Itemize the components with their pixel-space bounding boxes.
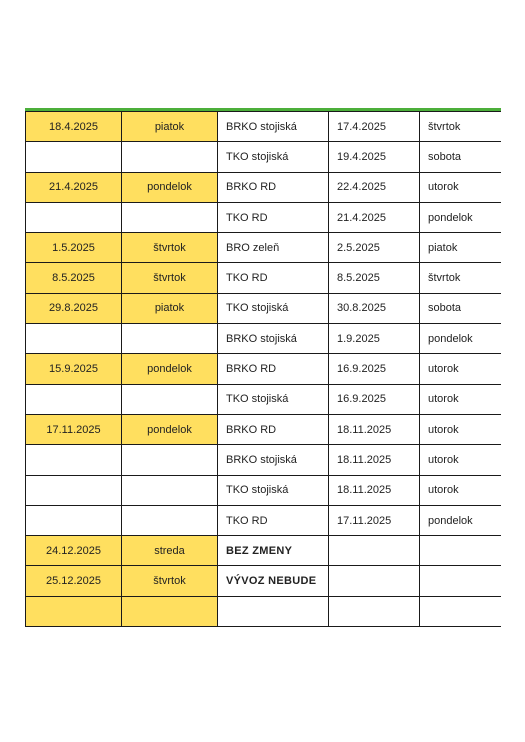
- original-date-cell: 21.4.2025: [26, 172, 122, 202]
- waste-type-cell: TKO RD: [218, 505, 329, 535]
- new-day-cell: sobota: [420, 293, 502, 323]
- original-day-cell: pondelok: [122, 172, 218, 202]
- original-day-cell: [122, 324, 218, 354]
- original-date-cell: [26, 384, 122, 414]
- table-row: [26, 202, 502, 232]
- original-day-cell: [122, 596, 218, 626]
- original-day-cell: štvrtok: [122, 263, 218, 293]
- original-date-cell: 15.9.2025: [26, 354, 122, 384]
- original-day-cell: [122, 202, 218, 232]
- table-row: [26, 354, 502, 384]
- waste-type-cell: TKO RD: [218, 263, 329, 293]
- new-day-cell: utorok: [420, 172, 502, 202]
- waste-type-cell: BRKO stojiská: [218, 112, 329, 142]
- original-day-cell: pondelok: [122, 354, 218, 384]
- new-date-cell: 18.11.2025: [329, 475, 420, 505]
- original-date-cell: [26, 445, 122, 475]
- table-row: [26, 263, 502, 293]
- original-date-cell: [26, 202, 122, 232]
- new-date-cell: [329, 596, 420, 626]
- waste-type-cell: BRKO stojiská: [218, 445, 329, 475]
- new-day-cell: [420, 536, 502, 566]
- original-day-cell: [122, 505, 218, 535]
- waste-type-cell: TKO stojiská: [218, 142, 329, 172]
- table-row: [26, 233, 502, 263]
- waste-type-cell: BRKO RD: [218, 414, 329, 444]
- waste-type-cell: TKO stojiská: [218, 384, 329, 414]
- new-day-cell: piatok: [420, 233, 502, 263]
- original-date-cell: [26, 596, 122, 626]
- original-day-cell: [122, 142, 218, 172]
- original-date-cell: 25.12.2025: [26, 566, 122, 596]
- table-row: [26, 384, 502, 414]
- new-date-cell: 17.4.2025: [329, 112, 420, 142]
- new-day-cell: utorok: [420, 475, 502, 505]
- new-date-cell: 17.11.2025: [329, 505, 420, 535]
- new-day-cell: utorok: [420, 414, 502, 444]
- waste-type-cell: BRKO stojiská: [218, 324, 329, 354]
- new-date-cell: [329, 566, 420, 596]
- table-row: [26, 596, 502, 626]
- table-row: [26, 536, 502, 566]
- table-row: [26, 414, 502, 444]
- original-day-cell: streda: [122, 536, 218, 566]
- new-day-cell: utorok: [420, 445, 502, 475]
- new-day-cell: štvrtok: [420, 263, 502, 293]
- original-day-cell: [122, 475, 218, 505]
- new-date-cell: 30.8.2025: [329, 293, 420, 323]
- original-date-cell: [26, 505, 122, 535]
- new-date-cell: 18.11.2025: [329, 414, 420, 444]
- new-date-cell: 8.5.2025: [329, 263, 420, 293]
- waste-type-cell: TKO RD: [218, 202, 329, 232]
- new-date-cell: 2.5.2025: [329, 233, 420, 263]
- new-date-cell: 16.9.2025: [329, 354, 420, 384]
- original-date-cell: 24.12.2025: [26, 536, 122, 566]
- new-date-cell: 19.4.2025: [329, 142, 420, 172]
- new-date-cell: 22.4.2025: [329, 172, 420, 202]
- original-date-cell: 17.11.2025: [26, 414, 122, 444]
- original-day-cell: [122, 384, 218, 414]
- new-date-cell: 16.9.2025: [329, 384, 420, 414]
- original-date-cell: [26, 475, 122, 505]
- original-day-cell: [122, 445, 218, 475]
- table-row: [26, 475, 502, 505]
- waste-type-cell: BRKO RD: [218, 354, 329, 384]
- original-date-cell: 18.4.2025: [26, 112, 122, 142]
- original-date-cell: 29.8.2025: [26, 293, 122, 323]
- new-day-cell: pondelok: [420, 324, 502, 354]
- new-day-cell: utorok: [420, 354, 502, 384]
- waste-type-cell: [218, 596, 329, 626]
- waste-type-cell: VÝVOZ NEBUDE: [218, 566, 329, 596]
- waste-type-cell: BRKO RD: [218, 172, 329, 202]
- new-day-cell: pondelok: [420, 202, 502, 232]
- new-day-cell: pondelok: [420, 505, 502, 535]
- new-date-cell: 1.9.2025: [329, 324, 420, 354]
- original-date-cell: 1.5.2025: [26, 233, 122, 263]
- waste-type-cell: BRO zeleň: [218, 233, 329, 263]
- original-date-cell: [26, 324, 122, 354]
- table-row: [26, 293, 502, 323]
- waste-type-cell: BEZ ZMENY: [218, 536, 329, 566]
- collection-schedule-table: [25, 111, 501, 627]
- original-date-cell: 8.5.2025: [26, 263, 122, 293]
- original-day-cell: piatok: [122, 293, 218, 323]
- table-row: [26, 142, 502, 172]
- table-row: [26, 566, 502, 596]
- new-date-cell: [329, 536, 420, 566]
- table-row: [26, 172, 502, 202]
- original-day-cell: štvrtok: [122, 233, 218, 263]
- waste-type-cell: TKO stojiská: [218, 293, 329, 323]
- original-day-cell: piatok: [122, 112, 218, 142]
- new-day-cell: [420, 566, 502, 596]
- table-row: [26, 324, 502, 354]
- waste-type-cell: TKO stojiská: [218, 475, 329, 505]
- table-row: [26, 445, 502, 475]
- original-day-cell: pondelok: [122, 414, 218, 444]
- original-date-cell: [26, 142, 122, 172]
- new-date-cell: 18.11.2025: [329, 445, 420, 475]
- new-date-cell: 21.4.2025: [329, 202, 420, 232]
- schedule-sheet: [25, 108, 501, 634]
- new-day-cell: sobota: [420, 142, 502, 172]
- original-day-cell: štvrtok: [122, 566, 218, 596]
- table-row: [26, 505, 502, 535]
- new-day-cell: [420, 596, 502, 626]
- table-row: [26, 112, 502, 142]
- new-day-cell: utorok: [420, 384, 502, 414]
- new-day-cell: štvrtok: [420, 112, 502, 142]
